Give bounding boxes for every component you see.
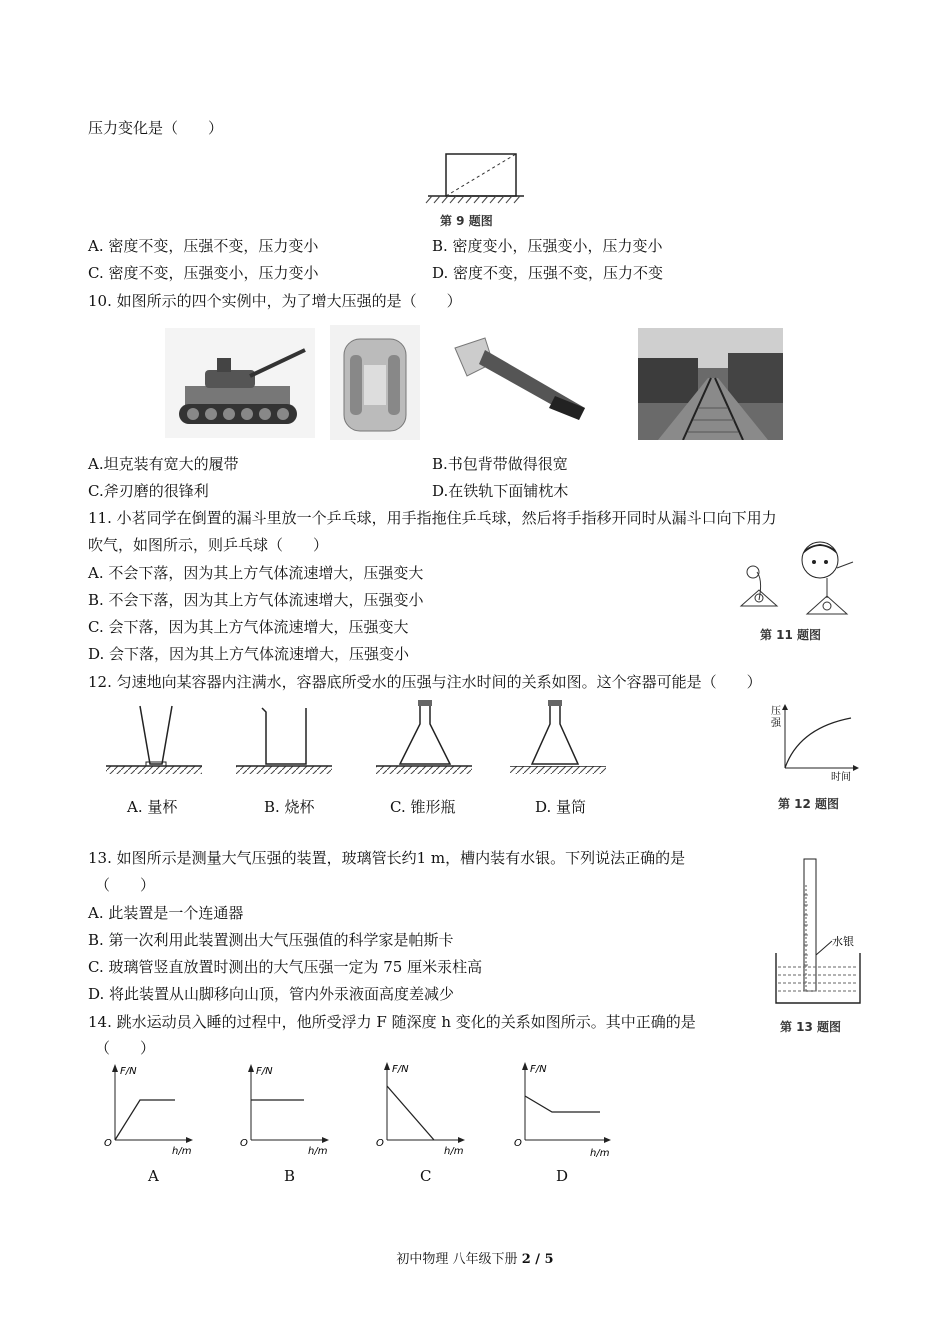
q14-option-a: A [148,1167,159,1185]
q13-option-a: A. 此装置是一个连通器 [88,904,244,922]
q12-option-a: A. 量杯 [127,798,178,816]
q12-stem: 12. 匀速地向某容器内注满水，容器底所受水的压强与注水时间的关系如图。这个容器可能是（ ） [88,673,762,691]
q13-stem-line2: （ ） [95,876,156,894]
q14-b-ylabel: F/N [256,1066,273,1077]
q12-option-d: D. 量筒 [535,798,587,816]
q11-figure [735,540,865,622]
q10-option-d: D.在铁轨下面铺枕木 [432,482,569,500]
q12-fig-caption: 第 12 题图 [778,797,840,811]
q13-mercury-label: 水银 [832,935,854,948]
q9-stem-tail: 压力变化是（ ） [88,119,224,137]
page-number: 2 / 5 [521,1252,554,1267]
q11-option-c: C. 会下落，因为其上方气体流速增大，压强变大 [88,618,409,636]
backpack-image [330,325,420,440]
q14-c-origin: O [376,1138,384,1149]
q14-a-xlabel: h/m [172,1146,192,1155]
axe-image [445,328,595,428]
q13-figure [770,855,870,1015]
q14-option-d: D [556,1167,569,1185]
q14-stem-line1 [88,1012,696,1032]
q12-graph-xlabel: 时间 [831,772,851,783]
q10-option-a: A.坦克装有宽大的履带 [88,455,239,473]
q14-b-xlabel: h/m [308,1146,328,1155]
q12-option-b: B. 烧杯 [264,798,315,816]
q14-c-xlabel: h/m [444,1146,464,1155]
footer-text: 初中物理 八年级下册 [396,1252,518,1267]
q10-stem: 10. 如图所示的四个实例中，为了增大压强的是（ ） [88,292,462,310]
q14-a-ylabel: F/N [120,1066,137,1077]
q14-graph-b [236,1060,331,1155]
q14-graph-c [372,1058,467,1155]
q14-a-origin: O [104,1138,112,1149]
q9-option-b: B. 密度变小，压强变小，压力变小 [432,237,663,255]
q12-containers [100,700,580,780]
q13-fig-caption: 第 13 题图 [780,1020,842,1034]
q12-graph [765,700,865,785]
q11-option-d: D. 会下落，因为其上方气体流速增大，压强变小 [88,645,410,663]
q13-stem-line1: 13. 如图所示是测量大气压强的装置，玻璃管长约1 m，槽内装有水银。下列说法正确的是 [88,849,686,867]
q14-option-b: B [284,1167,296,1185]
q14-option-c: C [420,1167,432,1185]
q11-stem-line2: 吹气，如图所示，则乒乓球（ ） [88,536,329,554]
q9-option-a: A. 密度不变，压强不变，压力变小 [88,237,319,255]
tank-image [165,328,315,438]
q9-option-c: C. 密度不变，压强变小，压力变小 [88,264,319,282]
q11-stem-line1: 11. 小茗同学在倒置的漏斗里放一个乒乓球，用手指拖住乒乓球，然后将手指移开同时从漏斗口向下用力 [88,509,777,527]
q12-ground-d [510,766,610,776]
q14-d-origin: O [514,1138,522,1149]
page-footer [0,1248,950,1267]
railway-image [638,328,783,440]
q13-option-b: B. 第一次利用此装置测出大气压强值的科学家是帕斯卡 [88,931,454,949]
q12-graph-ylabel-1: 压 [771,706,781,717]
q11-fig-caption: 第 11 题图 [760,628,822,642]
q14-stem-line1-text: 14. 跳水运动员入睡的过程中，他所受浮力 F 随深度 h 变化的关系如图所示。其中正确的是 [88,1013,696,1031]
q14-d-xlabel: h/m [590,1148,610,1158]
q14-stem-line2: （ ） [95,1039,156,1057]
q13-option-d: D. 将此装置从山脚移向山顶，管内外汞液面高度差减少 [88,985,455,1003]
q10-option-c: C.斧刃磨的很锋利 [88,482,209,500]
q12-graph-ylabel-2: 强 [771,718,781,729]
q9-fig-caption: 第 9 题图 [440,214,493,228]
q13-option-c: C. 玻璃管竖直放置时测出的大气压强一定为 75 厘米汞柱高 [88,958,483,976]
q12-option-c: C. 锥形瓶 [390,798,456,816]
q14-graph-a [100,1060,195,1155]
q10-option-b: B.书包背带做得很宽 [432,455,568,473]
q9-option-d: D. 密度不变，压强不变，压力不变 [432,264,664,282]
q14-b-origin: O [240,1138,248,1149]
q11-option-a: A. 不会下落，因为其上方气体流速增大，压强变大 [88,564,424,582]
q14-c-ylabel: F/N [392,1064,409,1075]
q11-option-b: B. 不会下落，因为其上方气体流速增大，压强变小 [88,591,424,609]
q14-graph-d [510,1058,615,1158]
q14-d-ylabel: F/N [530,1064,547,1075]
